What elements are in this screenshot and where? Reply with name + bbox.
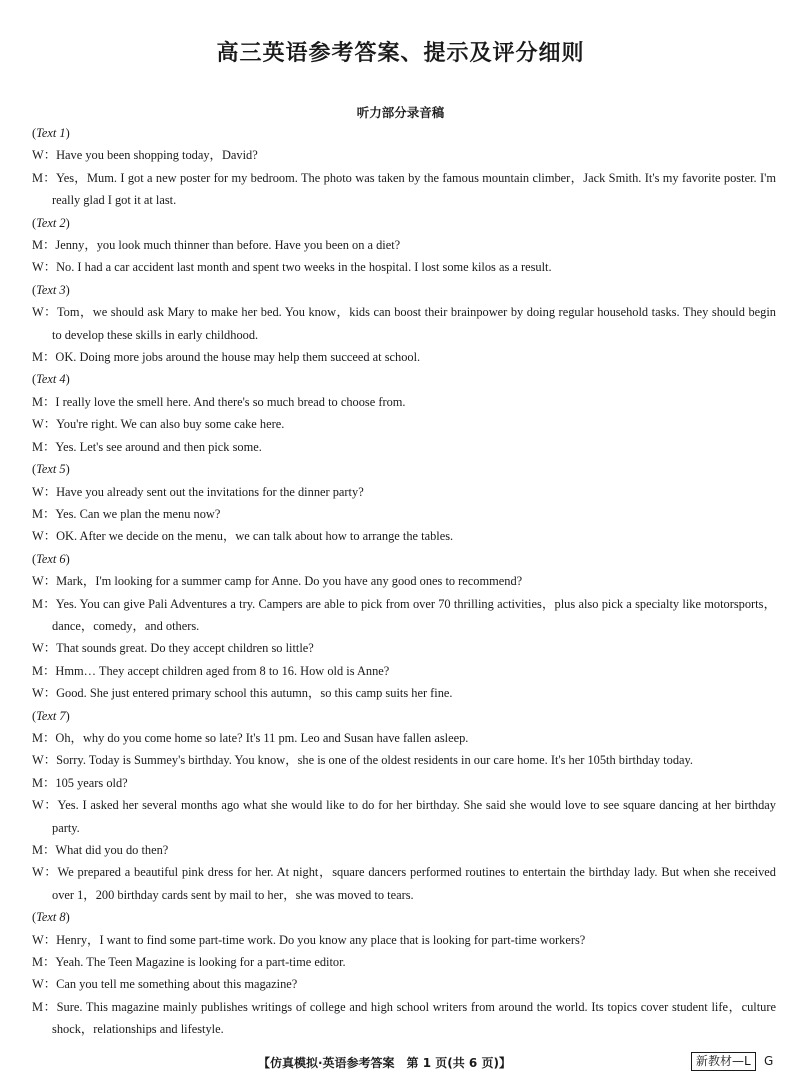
dialogue-line: M：Yes，Mum. I got a new poster for my bedroom. The photo was taken by the famous mountain climber，Jack Smith. It's my favorite poster. I'm really glad I got it at last. (32, 170, 776, 208)
text-label: (Text 2) (32, 215, 70, 230)
page-title: 高三英语参考答案、提示及评分细则 (216, 41, 585, 66)
dialogue-line: W：OK. After we decide on the menu，we can talk about how to arrange the tables. (32, 529, 454, 544)
dialogue-line: W：Have you been shopping today，David? (32, 148, 258, 163)
dialogue-line: M：Yeah. The Teen Magazine is looking for a part-time editor. (32, 955, 346, 970)
dialogue-line: W：Henry，I want to find some part-time work. Do you know any place that is looking for part-time workers? (32, 932, 586, 947)
dialogue-line: M：Sure. This magazine mainly publishes writings of college and high school writers from around the world. Its topics cover student life，culture shock，relationships and lifestyle. (32, 999, 776, 1037)
dialogue-line: W：Have you already sent out the invitations for the dinner party? (32, 484, 364, 499)
dialogue-line: W：Tom，we should ask Mary to make her bed. You know，kids can boost their brainpower by doing regular household tasks. They should begin to develop these skills in early childhood. (32, 305, 776, 342)
dialogue-line: W：We prepared a beautiful pink dress for her. At night，square dancers performed routines to entertain the birthday lady. But when she received over 1，200 birthday cards sent by mail to her，she was moved to tears. (32, 865, 776, 902)
section-heading: 听力部分录音稿 (356, 105, 445, 120)
dialogue-line: M：Hmm… They accept children aged from 8 to 16. How old is Anne? (32, 663, 390, 678)
version-code: G (764, 1054, 774, 1068)
text-label: (Text 8) (32, 910, 70, 925)
text-label: (Text 7) (32, 708, 70, 723)
dialogue-line: W：No. I had a car accident last month and spent two weeks in the hospital. I lost some kilos as a result. (32, 260, 552, 275)
edition-badge: 新教材—L (691, 1052, 756, 1071)
text-label: (Text 3) (32, 282, 70, 297)
text-label: (Text 4) (32, 372, 70, 387)
dialogue-line: M：Oh，why do you come home so late? It's 11 pm. Leo and Susan have fallen asleep. (32, 730, 469, 745)
dialogue-line: M：I really love the smell here. And there's so much bread to choose from. (32, 394, 406, 409)
transcript-body (32, 122, 776, 1041)
dialogue-line: M：Yes. You can give Pali Adventures a try. Campers are able to pick from over 70 thrilling activities，plus also pick a specialty like motorsports，dance，comedy，and others. (32, 596, 776, 633)
text-label: (Text 1) (32, 126, 70, 140)
page-footer (0, 1052, 801, 1072)
dialogue-line: W：That sounds great. Do they accept children so little? (32, 641, 314, 656)
text-label: (Text 6) (32, 551, 70, 566)
dialogue-line: M：105 years old? (32, 775, 128, 790)
text-label: (Text 5) (32, 462, 70, 477)
dialogue-line: M：Yes. Let's see around and then pick some. (32, 439, 262, 454)
dialogue-line: W：Good. She just entered primary school this autumn，so this camp suits her fine. (32, 686, 453, 701)
dialogue-line: M：What did you do then? (32, 843, 169, 857)
footer-page-info: 【仿真模拟·英语参考答案 第 1 页(共 6 页)】 (258, 1056, 511, 1070)
dialogue-line: M：OK. Doing more jobs around the house may help them succeed at school. (32, 350, 421, 365)
dialogue-line: W：Mark，I'm looking for a summer camp for Anne. Do you have any good ones to recommend? (32, 574, 523, 589)
dialogue-line: W：Sorry. Today is Summey's birthday. You know，she is one of the oldest residents in our care home. It's her 105th birthday today. (32, 753, 694, 768)
dialogue-line: W：Can you tell me something about this magazine? (32, 977, 298, 992)
dialogue-line: W：You're right. We can also buy some cake here. (32, 417, 285, 432)
dialogue-line: M：Yes. Can we plan the menu now? (32, 506, 221, 521)
dialogue-line: M：Jenny，you look much thinner than before. Have you been on a diet? (32, 238, 401, 253)
dialogue-line: W：Yes. I asked her several months ago what she would like to do for her birthday. She said she would love to see square dancing at her birthday party. (32, 798, 776, 835)
